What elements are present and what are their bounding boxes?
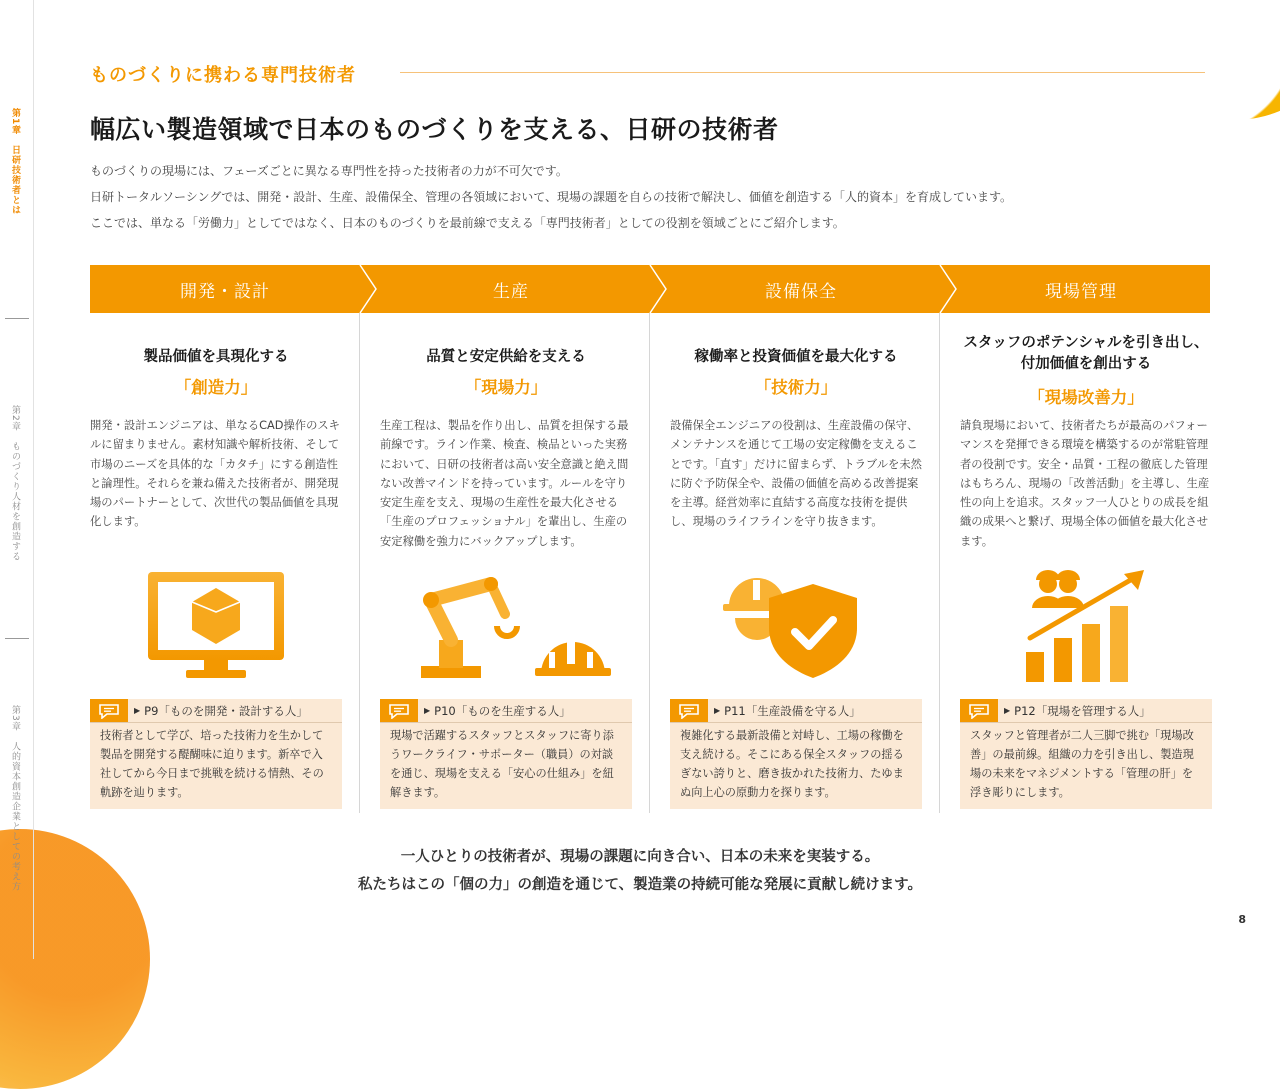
- corner-decoration-top-right: [1120, 0, 1280, 120]
- column-power: 「技術力」: [754, 378, 838, 397]
- intro-line: ここでは、単なる「労働力」としてではなく、日本のものづくりを最前線で支える「専門技術者」としての役割を領域ごとにご紹介します。: [90, 216, 845, 230]
- robot-arm-helmet-icon: [380, 560, 632, 690]
- sidebar-chapter-1[interactable]: 第1章 日研技術者とは: [10, 108, 20, 216]
- intro-text: [90, 158, 1012, 236]
- closing-line: 私たちはこの「個の力」の創造を通じて、製造業の持続可能な発展に貢献し続けます。: [357, 877, 923, 893]
- column-body: 開発・設計エンジニアは、単なるCAD操作のスキルに留まりません。素材知識や解析技術、そして市場のニーズを具体的な「カタチ」にする創造性と論理性。それらを兼ね備えた技術者が、開発現場のパートナーとして、次世代の製品価値を具現化します。: [90, 419, 340, 529]
- chevron-divider-icon: [648, 265, 670, 313]
- comment-icon: [960, 699, 998, 722]
- comment-icon: [90, 699, 128, 722]
- reference-text: 現場で活躍するスタッフとスタッフに寄り添うワークライフ・サポーター（職員）の対談を通じ、現場を支える「安心の仕組み」を紐解きます。: [390, 729, 614, 799]
- section-rule: [400, 72, 1205, 73]
- monitor-polyhedron-icon: [90, 560, 342, 690]
- reference-link[interactable]: P11「生産設備を守る人」: [724, 703, 861, 718]
- intro-line: ものづくりの現場には、フェーズごとに異なる専門性を持った技術者の力が不可欠です。: [90, 164, 568, 178]
- helmet-shield-check-icon: [670, 560, 922, 690]
- reference-header: [670, 699, 922, 723]
- closing-line: 一人ひとりの技術者が、現場の課題に向き合い、日本の未来を実装する。: [400, 849, 880, 865]
- tab-development: 開発・設計: [180, 281, 270, 302]
- chevron-divider-icon: [938, 265, 960, 313]
- reference-header: [90, 699, 342, 723]
- column-body: 設備保全エンジニアの役割は、生産設備の保守、メンテナンスを通じて工場の安定稼働を支えることです。「直す」だけに留まらず、トラブルを未然に防ぐ予防保全や、設備の価値を高める改善提案を主導。経営効率に直結する高度な技術を提供し、現場のライフラインを守り抜きます。: [670, 419, 922, 529]
- column-heading: 稼働率と投資価値を最大化する: [694, 348, 898, 365]
- reference-link[interactable]: P9「ものを開発・設計する人」: [144, 703, 308, 718]
- reference-text: スタッフと管理者が二人三脚で挑む「現場改善」の最前線。組織の力を引き出し、製造現場の未来をマネジメントする「管理の肝」を浮き彫りにします。: [970, 729, 1194, 799]
- chevron-divider-icon: [358, 265, 380, 313]
- reference-box[interactable]: [380, 699, 632, 809]
- comment-icon: [380, 699, 418, 722]
- reference-box[interactable]: [670, 699, 922, 809]
- tab-maintenance: 設備保全: [765, 281, 837, 302]
- reference-box[interactable]: [960, 699, 1212, 809]
- sidebar-tick: [5, 638, 29, 639]
- triangle-right-icon: ▶: [424, 706, 431, 715]
- column-power: 「現場改善力」: [1028, 388, 1144, 407]
- column-body: 生産工程は、製品を作り出し、品質を担保する最前線です。ライン作業、検査、検品といった実務において、日研の技術者は高い安全意識と絶え間ない改善マインドを持っています。ルールを守り安定生産を支え、現場の生産性を最大化させる「生産のプロフェッショナル」を輩出し、生産の安定稼働を強力にバックアップします。: [380, 419, 629, 548]
- reference-link[interactable]: P12「現場を管理する人」: [1014, 703, 1151, 718]
- page-number: 8: [1238, 913, 1246, 926]
- column-heading: スタッフのポテンシャルを引き出し、付加価値を創出する: [963, 335, 1209, 372]
- intro-line: 日研トータルソーシングでは、開発・設計、生産、設備保全、管理の各領域において、現場の課題を自らの技術で解決し、価値を創造する「人的資本」を育成しています。: [90, 190, 1013, 204]
- sidebar-divider: [33, 0, 34, 959]
- tab-production: 生産: [493, 281, 529, 302]
- reference-link[interactable]: P10「ものを生産する人」: [434, 703, 571, 718]
- triangle-right-icon: ▶: [1004, 706, 1011, 715]
- comment-icon: [670, 699, 708, 722]
- growth-chart-workers-icon: [960, 560, 1212, 690]
- reference-header: [380, 699, 632, 723]
- triangle-right-icon: ▶: [714, 706, 721, 715]
- column-power: 「創造力」: [174, 378, 258, 397]
- reference-box[interactable]: [90, 699, 342, 809]
- reference-text: 技術者として学び、培った技術力を生かして製品を開発する醍醐味に迫ります。新卒で入社してから今日まで挑戦を続ける情熱、その軌跡を辿ります。: [100, 729, 324, 799]
- page-title: 幅広い製造領域で日本のものづくりを支える、日研の技術者: [90, 115, 779, 144]
- column-power: 「現場力」: [464, 378, 548, 397]
- reference-text: 複雑化する最新設備と対峙し、工場の稼働を支え続ける。そこにある保全スタッフの揺るぎない誇りと、磨き抜かれた技術力、たゆまぬ向上心の原動力を探ります。: [680, 729, 904, 799]
- sidebar-chapter-2[interactable]: 第2章 ものづくり人材を創造する: [10, 405, 20, 562]
- column-body: 請負現場において、技術者たちが最高のパフォーマンスを発揮できる環境を構築するのが常駐管理者の役割です。安全・品質・工程の徹底した管理はもちろん、現場の「改善活動」を主導し、生産性の向上を追求。スタッフ一人ひとりの成長を組織の成果へと繋げ、現場全体の価値を最大化させます。: [960, 419, 1210, 548]
- column-heading: 品質と安定供給を支える: [426, 348, 586, 365]
- closing-statement: [0, 843, 1280, 899]
- sidebar-tick: [5, 318, 29, 319]
- triangle-right-icon: ▶: [134, 706, 141, 715]
- reference-header: [960, 699, 1212, 723]
- sidebar-chapter-3[interactable]: 第3章 人的資本創造企業としての考え方: [10, 705, 20, 892]
- tab-management: 現場管理: [1045, 281, 1117, 302]
- section-title: ものづくりに携わる専門技術者: [90, 65, 356, 86]
- column-heading: 製品価値を具現化する: [143, 348, 289, 365]
